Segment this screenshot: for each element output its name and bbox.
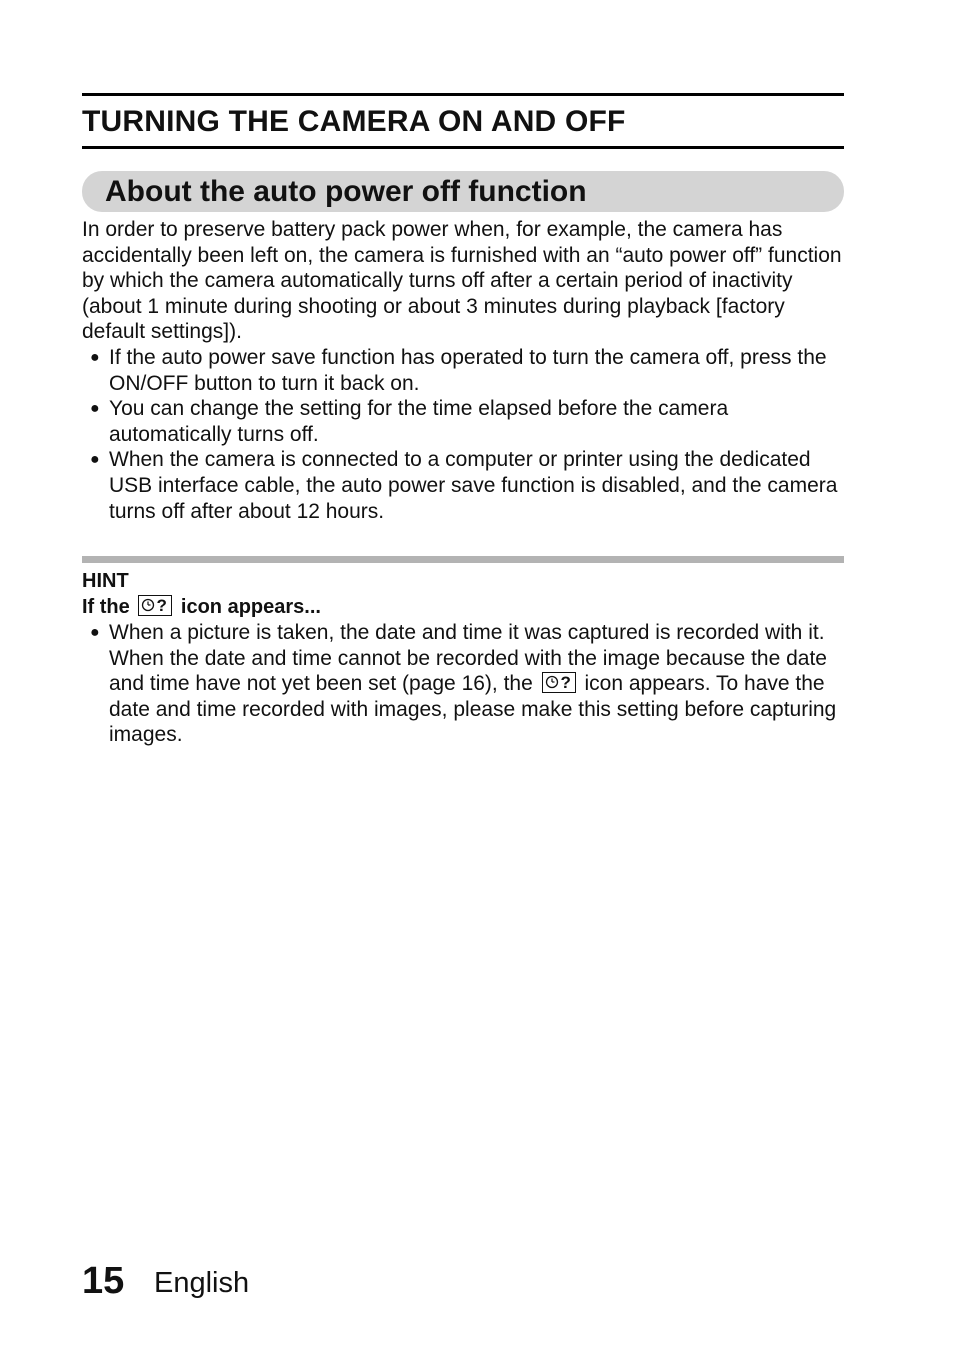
- bullet-dot: ●: [90, 349, 100, 366]
- bullet-dot: ●: [90, 400, 100, 418]
- list-item: [82, 345, 847, 396]
- hint-bullet-before: When a picture is taken, the date and time it was captured is recorded with it. When the date and time cannot be recorded with the image because the date and time have not yet been set (page 16), the: [109, 621, 827, 696]
- svg-text:?: ?: [156, 596, 168, 614]
- bullet-dot: ●: [90, 624, 100, 641]
- bullet-dot: ●: [90, 451, 100, 469]
- hint-heading-after: icon appears...: [180, 596, 321, 618]
- hint-bullet-list: [82, 620, 847, 748]
- list-item: [82, 620, 847, 748]
- section-title: TURNING THE CAMERA ON AND OFF: [82, 105, 626, 138]
- bullet-list: [82, 345, 847, 524]
- bullet-text: When the camera is connected to a computer or printer using the dedicated USB interface cable, the auto power save function is disabled, and the camera turns off after about 12 hours.: [109, 448, 838, 523]
- clock-question-icon: [138, 595, 172, 616]
- svg-text:?: ?: [560, 673, 571, 692]
- list-item: [82, 396, 847, 447]
- hint-heading: [82, 594, 321, 620]
- page-number: 15: [82, 1260, 125, 1302]
- sub-title: About the auto power off function: [105, 175, 587, 208]
- section-title-bar: [82, 93, 844, 149]
- page-language: English: [154, 1267, 250, 1299]
- clock-question-icon: [542, 672, 576, 693]
- list-item: [82, 447, 847, 524]
- sub-title-bar: [82, 171, 844, 212]
- hint-label: HINT: [82, 570, 129, 592]
- bullet-text: You can change the setting for the time elapsed before the camera automatically turns off.: [109, 397, 729, 446]
- intro-paragraph: In order to preserve battery pack power when, for example, the camera has accidentally been left on, the camera is furnished with an “auto power off” function by which the camera automatically turns off after a certain period of inactivity (about 1 minute during shooting or about 3 minutes during playback [factory default settings]).: [82, 218, 842, 344]
- hint-heading-before: If the: [82, 596, 130, 618]
- bullet-text: If the auto power save function has operated to turn the camera off, press the ON/OFF button to turn it back on.: [109, 346, 827, 395]
- hint-divider: [82, 556, 844, 563]
- hint-bullet-after: icon appears. To have the date and time recorded with images, please make this setting before capturing images.: [109, 672, 837, 747]
